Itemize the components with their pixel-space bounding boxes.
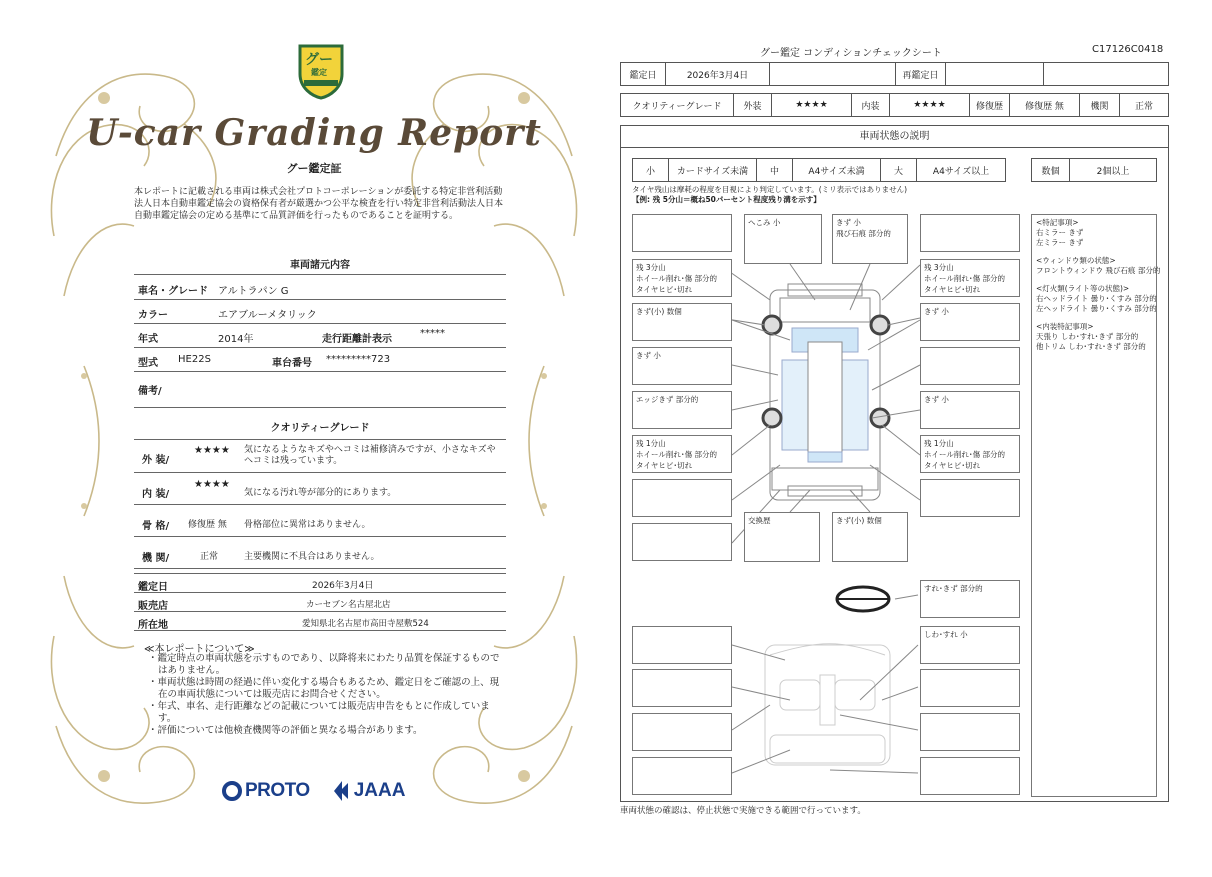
- int-label: 内装: [852, 94, 890, 116]
- spec-label: 備考/: [138, 386, 162, 397]
- condition-box: [632, 669, 732, 707]
- jaaa-logo-text: JAAA: [353, 780, 406, 801]
- condition-box-bottom-left: [744, 512, 820, 562]
- condition-text: きず 小: [636, 351, 661, 360]
- quality-label: 骨 格/: [142, 521, 170, 532]
- proto-logo: [222, 780, 310, 802]
- condition-text: ホイール削れ･傷 部分的: [636, 274, 717, 283]
- condition-box-front-left-tire: [632, 259, 732, 297]
- quality-section-title: クオリティーグレード: [270, 423, 370, 434]
- certificate-intro: 本レポートに記載される車両は株式会社プロトコーポレーションが委託する特定非営利活動法人日本自動車鑑定協会の資格保有者が厳選かつ公平な検査を行い特定非営利活動法人日本自動車鑑定協会の定める基準にて品質評価を行ったものであることを証明する。: [134, 187, 504, 221]
- condition-text: ホイール削れ･傷 部分的: [636, 450, 717, 459]
- proto-logo-text: PROTO: [245, 780, 310, 801]
- condition-text: タイヤヒビ･切れ: [636, 285, 693, 294]
- shop-row: [134, 593, 506, 612]
- remark-line: [1036, 314, 1152, 322]
- condition-box: [632, 626, 732, 664]
- sheet-footer-note: 車両状態の確認は、停止状態で実施できる範囲で行っています。: [620, 806, 866, 816]
- spec-row-color: [134, 300, 506, 324]
- remark-line: 左ヘッドライト 曇り･くすみ 部分的: [1036, 304, 1157, 313]
- engine-label: 機関: [1080, 94, 1120, 116]
- shop-value: カーセブン名古屋北店: [306, 600, 391, 610]
- size-legend: [632, 158, 1006, 182]
- condition-box: [632, 713, 732, 751]
- quality-row-interior: [134, 473, 506, 505]
- size-large-desc: A4サイズ以上: [932, 166, 990, 177]
- condition-box-front-right-tire: [920, 259, 1020, 297]
- date-label: 鑑定日: [621, 63, 666, 85]
- proto-mark-icon: [222, 781, 242, 801]
- condition-box: [632, 479, 732, 517]
- divider: [134, 439, 506, 440]
- spec-label: 走行距離計表示: [322, 334, 392, 345]
- quality-row-frame: [134, 505, 506, 537]
- ext-value: ★★★★: [772, 94, 852, 116]
- panel-title: 車両状態の説明: [620, 126, 1169, 148]
- condition-text: 飛び石痕 部分的: [836, 229, 891, 238]
- condition-box: [920, 347, 1020, 385]
- condition-box: [920, 479, 1020, 517]
- badge-sub: 鑑定: [311, 68, 327, 77]
- count-desc: 2個以上: [1096, 166, 1130, 177]
- sheet-title: グー鑑定 コンディションチェックシート: [760, 48, 942, 59]
- condition-text: タイヤヒビ･切れ: [636, 461, 693, 470]
- remark-line: 右ヘッドライト 曇り･くすみ 部分的: [1036, 294, 1157, 303]
- note-item: ・鑑定時点の車両状態を示すものであり、以降将来にわたり品質を保証するものではありません。: [148, 653, 500, 676]
- ext-label: 外装: [734, 94, 772, 116]
- spec-value: *****: [420, 328, 445, 339]
- spec-label: 型式: [138, 358, 158, 369]
- repair-label: 修復歴: [970, 94, 1010, 116]
- grading-certificate: [44, 36, 584, 826]
- condition-text: タイヤヒビ･切れ: [924, 461, 981, 470]
- condition-text: へこみ 小: [748, 218, 781, 227]
- condition-text: すれ･きず 部分的: [924, 584, 983, 593]
- condition-box-rear-right-tire: [920, 435, 1020, 473]
- remark-line: フロントウィンドウ 飛び石痕 部分的: [1036, 266, 1161, 275]
- condition-box-bottom-right: [832, 512, 908, 562]
- address-label: 所在地: [138, 620, 168, 631]
- address-value: 愛知県北名古屋市高田寺屋敷524: [302, 619, 429, 629]
- quality-label: 機 関/: [142, 553, 170, 564]
- quality-desc: 気になるようなキズやヘコミは補修済みですが、小さなキズやヘコミは残っています。: [244, 445, 496, 466]
- notes-list: [148, 653, 503, 737]
- quality-desc: 主要機関に不具合はありません。: [244, 552, 380, 562]
- spec-row-name: [134, 276, 506, 300]
- quality-value: ★★★★: [194, 479, 230, 490]
- size-large: 大: [881, 159, 917, 181]
- condition-box: [920, 713, 1020, 751]
- quality-value: 修復歴 無: [188, 520, 227, 530]
- tire-legend: [632, 185, 907, 205]
- remark-line: <内装特記事項>: [1036, 322, 1094, 331]
- spec-value: 2014年: [218, 334, 254, 345]
- condition-box-left-c: [632, 391, 732, 429]
- remark-line: 右ミラー きず: [1036, 228, 1084, 237]
- spec-section-title: 車両諸元内容: [290, 260, 350, 271]
- spec-value: *********723: [326, 354, 391, 365]
- sheet-id: C17126C0418: [1092, 44, 1164, 55]
- condition-text: きず 小: [836, 218, 861, 227]
- condition-text: タイヤヒビ･切れ: [924, 285, 981, 294]
- condition-box: [920, 669, 1020, 707]
- goo-kantei-badge: [296, 40, 346, 100]
- jaaa-logo: [332, 779, 406, 803]
- notes-title: ≪本レポートについて≫: [144, 644, 255, 655]
- size-medium: 中: [757, 159, 793, 181]
- jaaa-mark-icon: [332, 779, 350, 803]
- size-small-desc: カードサイズ未満: [669, 159, 757, 181]
- quality-value: ★★★★: [194, 445, 230, 456]
- remark-line: 天張り しわ･すれ･きず 部分的: [1036, 332, 1139, 341]
- condition-text: 交換歴: [748, 516, 771, 525]
- date-value: 2026年3月4日: [312, 581, 374, 591]
- condition-text: 残 1分山: [636, 439, 666, 448]
- divider: [134, 274, 506, 275]
- certificate-subtitle: グー鑑定証: [286, 162, 342, 175]
- count-legend: [1031, 158, 1157, 182]
- quality-label: 外 装/: [142, 455, 170, 466]
- condition-box-right-a: [920, 303, 1020, 341]
- size-small: 小: [633, 159, 669, 181]
- condition-text: 残 3分山: [636, 263, 666, 272]
- engine-value: 正常: [1134, 101, 1153, 112]
- remark-line: <ウィンドウ類の状態>: [1036, 256, 1116, 265]
- tire-note: タイヤ残山は摩耗の程度を目視により判定しています。(ミリ表示ではありません): [632, 185, 908, 194]
- remark-line: 左ミラー きず: [1036, 238, 1084, 247]
- spec-row-model: [134, 348, 506, 372]
- condition-box-right-c: [920, 391, 1020, 429]
- badge-text: グー: [305, 52, 333, 68]
- date-value: 2026年3月4日: [666, 63, 770, 85]
- special-remarks: [1031, 214, 1161, 797]
- condition-box: [632, 214, 732, 252]
- size-medium-desc: A4サイズ未満: [793, 159, 881, 181]
- condition-box: [920, 757, 1020, 795]
- condition-text: エッジきず 部分的: [636, 395, 699, 404]
- grade-label: クオリティーグレード: [621, 94, 734, 116]
- condition-box: [632, 757, 732, 795]
- spec-value: エアブルーメタリック: [218, 310, 317, 321]
- spec-row-remarks: [134, 372, 506, 408]
- remark-line: 他トリム しわ･すれ･きず 部分的: [1036, 342, 1146, 351]
- condition-text: きず(小) 数個: [836, 516, 882, 525]
- shop-label: 販売店: [138, 601, 168, 612]
- condition-box-top-left: [744, 214, 822, 264]
- spec-label: 車台番号: [272, 358, 312, 369]
- condition-text: きず 小: [924, 395, 949, 404]
- condition-box-rear-left-tire: [632, 435, 732, 473]
- footer-logos: [222, 778, 405, 804]
- condition-text: ホイール削れ･傷 部分的: [924, 450, 1005, 459]
- quality-desc: 気になる汚れ等が部分的にあります。: [244, 488, 397, 498]
- count-label: 数個: [1032, 159, 1070, 181]
- condition-box-left-a: [632, 303, 732, 341]
- empty-cell: [770, 63, 896, 85]
- spec-row-year: [134, 324, 506, 348]
- quality-value: 正常: [200, 552, 219, 562]
- remark-line: <灯火類(ライト等の状態)>: [1036, 284, 1130, 293]
- date-label: 鑑定日: [138, 582, 168, 593]
- date-row: [134, 574, 506, 593]
- int-value: ★★★★: [890, 94, 970, 116]
- spec-value: アルトラパン G: [218, 286, 289, 297]
- spec-value: HE22S: [178, 354, 211, 365]
- report-script-title: U-car Grading Report: [86, 112, 542, 154]
- note-item: ・評価については他検査機関等の評価と異なる場合があります。: [148, 725, 423, 736]
- empty-cell: [946, 63, 1044, 85]
- condition-text: きず 小: [924, 307, 949, 316]
- note-item: ・車両状態は時間の経過に伴い変化する場合もあるため、鑑定日をご確認の上、現在の車両状態については販売店にお問合せください。: [148, 677, 500, 700]
- reappraisal-label: 再鑑定日: [896, 63, 946, 85]
- spec-label: カラー: [138, 310, 168, 321]
- quality-grade-row: [620, 93, 1169, 117]
- condition-box-left-b: [632, 347, 732, 385]
- quality-desc: 骨格部位に異常はありません。: [244, 520, 371, 530]
- remark-line: [1036, 248, 1152, 256]
- remark-line: <特記事項>: [1036, 218, 1079, 227]
- remark-line: [1036, 276, 1152, 284]
- condition-box: [920, 214, 1020, 252]
- note-item: ・年式、車名、走行距離などの記載については販売店申告をもとに作成しています。: [148, 701, 490, 724]
- appraisal-date-row: [620, 62, 1169, 86]
- repair-value: 修復歴 無: [1010, 94, 1080, 116]
- quality-row-exterior: [134, 441, 506, 473]
- condition-box-steering: [920, 580, 1020, 618]
- quality-row-engine: [134, 537, 506, 569]
- quality-label: 内 装/: [142, 489, 170, 500]
- condition-box-interior: [920, 626, 1020, 664]
- empty-cell: [1044, 63, 1168, 85]
- condition-text: ホイール削れ･傷 部分的: [924, 274, 1005, 283]
- spec-label: 年式: [138, 334, 158, 345]
- condition-text: 残 1分山: [924, 439, 954, 448]
- spec-label: 車名・グレード: [138, 286, 208, 297]
- condition-text: きず(小) 数個: [636, 307, 682, 316]
- condition-text: しわ･すれ 小: [924, 630, 968, 639]
- condition-box-top-right: [832, 214, 908, 264]
- address-row: [134, 612, 506, 631]
- tire-note-example: 【例: 残 5分山＝概ね50パーセント程度残り溝を示す】: [632, 195, 821, 204]
- condition-text: 残 3分山: [924, 263, 954, 272]
- condition-box: [632, 523, 732, 561]
